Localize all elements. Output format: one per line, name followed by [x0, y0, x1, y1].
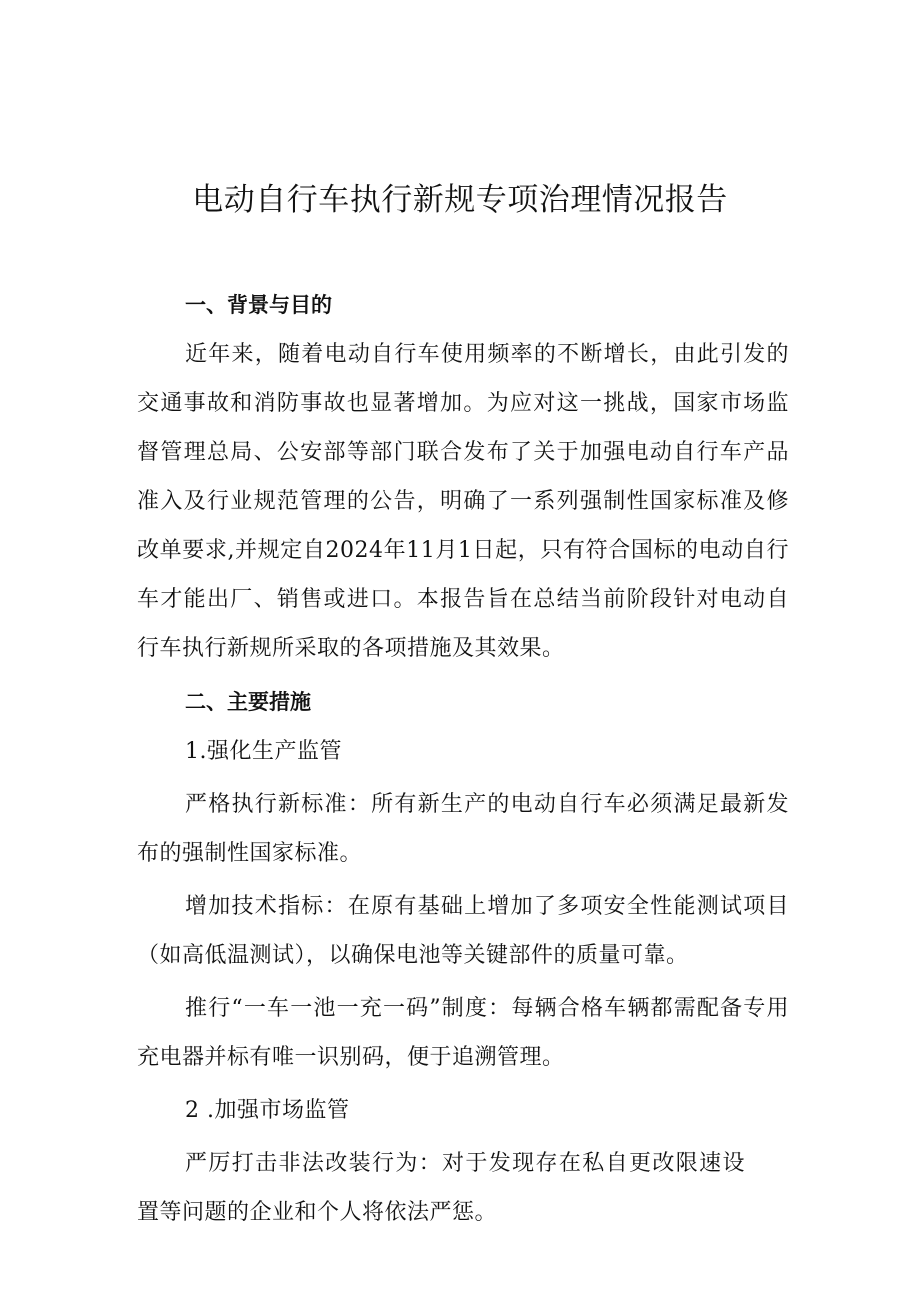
measure-item: 严厉打击非法改装行为：对于发现存在私自更改限速设置等问题的企业和个人将依法严惩。: [137, 1151, 745, 1225]
subsection-label-market: 2 .加强市场监管: [185, 1098, 350, 1123]
section-heading-background: 一、背景与目的: [185, 293, 332, 317]
subsection-label-production: 1.强化生产监管: [185, 739, 342, 764]
measure-item: 推行“一车一池一充一码”制度：每辆合格车辆都需配备专用充电器并标有唯一识别码，便于追溯管理。: [137, 996, 789, 1070]
background-paragraph: 近年来，随着电动自行车使用频率的不断增长，由此引发的交通事故和消防事故也显著增加。为应对这一挑战，国家市场监督管理总局、公安部等部门联合发布了关于加强电动自行车产品准入及行业规范管理的公告，明确了一系列强制性国家标准及修改单要求,并规定自2024年11月1日起，只有符合国标的电动自行车才能出厂、销售或进口。本报告旨在总结当前阶段针对电动自行车执行新规所采取的各项措施及其效果。: [137, 342, 789, 661]
section-heading-measures: 二、主要措施: [185, 690, 311, 714]
document-title: 电动自行车执行新规专项治理情况报告: [192, 182, 728, 218]
document-body: [137, 280, 789, 1237]
measure-item: 增加技术指标：在原有基础上增加了多项安全性能测试项目（如高低温测试），以确保电池等关键部件的质量可靠。: [137, 894, 789, 968]
measure-item: 严格执行新标准：所有新生产的电动自行车必须满足最新发布的强制性国家标准。: [137, 792, 789, 866]
